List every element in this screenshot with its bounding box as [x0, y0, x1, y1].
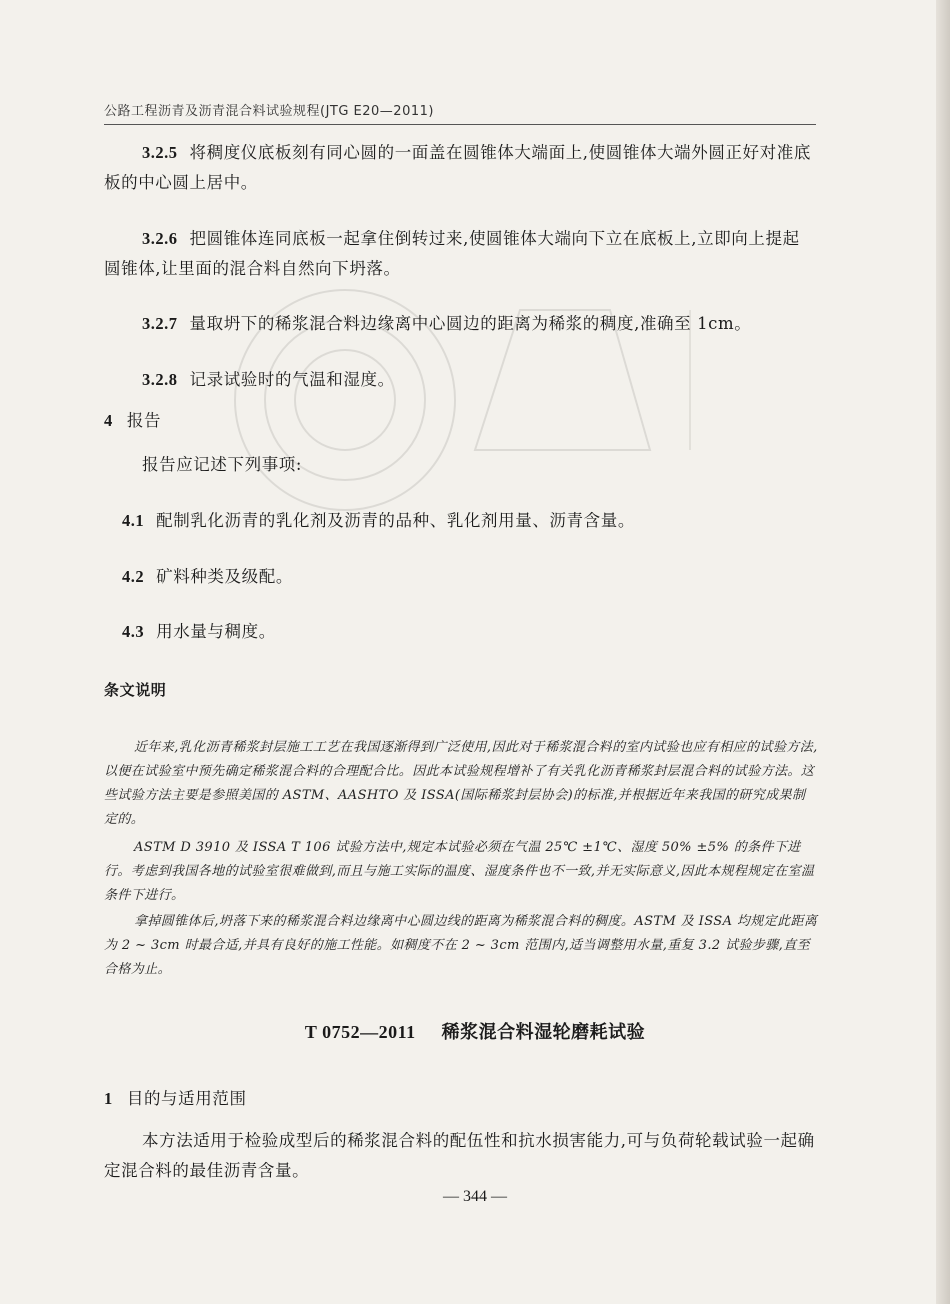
step-text: 记录试验时的气温和湿度。	[189, 370, 395, 389]
section-number: 4	[104, 411, 113, 430]
item-text: 矿料种类及级配。	[156, 567, 293, 586]
step-3-2-8	[104, 365, 816, 395]
section-scope-heading	[104, 1084, 816, 1114]
step-3-2-5	[104, 138, 816, 198]
step-text: 把圆锥体连同底板一起拿住倒转过来,使圆锥体大端向下立在底板上,立即向上提起圆锥体,让里面的混合料自然向下坍落。	[104, 229, 800, 278]
step-number: 3.2.6	[142, 229, 178, 248]
report-item-4-2	[104, 562, 816, 592]
item-number: 4.2	[122, 567, 145, 586]
commentary-paragraph-1: 近年来,乳化沥青稀浆封层施工工艺在我国逐渐得到广泛使用,因此对于稀浆混合料的室内试验也应有相应的试验方法,以便在试验室中预先确定稀浆混合料的合理配合比。因此本试验规程增补了有关乳化沥青稀浆封层混合料的试验方法。这些试验方法主要是参照美国的 ASTM、AASHTO 及 ISSA(国际稀浆封层协会)的标准,并根据近年来我国的研究成果制定的。	[104, 740, 818, 827]
scope-text: 本方法适用于检验成型后的稀浆混合料的配伍性和抗水损害能力,可与负荷轮载试验一起确定混合料的最佳沥青含量。	[104, 1131, 815, 1180]
step-text: 量取坍下的稀浆混合料边缘离中心圆边的距离为稀浆的稠度,准确至 1cm。	[189, 314, 752, 333]
page-edge-shadow	[936, 0, 950, 1304]
commentary-title: 条文说明	[104, 681, 167, 699]
step-number: 3.2.8	[142, 370, 178, 389]
running-header: 公路工程沥青及沥青混合料试验规程(JTG E20—2011)	[104, 104, 434, 119]
step-3-2-6	[104, 224, 816, 284]
section-number: 1	[104, 1089, 113, 1108]
page-number: — 344 —	[443, 1188, 507, 1205]
report-item-4-1	[104, 506, 816, 536]
section-title: 目的与适用范围	[126, 1089, 247, 1108]
report-intro: 报告应记述下列事项:	[142, 455, 303, 474]
report-item-4-3	[104, 617, 816, 647]
item-number: 4.3	[122, 622, 145, 641]
section-report-heading	[104, 406, 816, 436]
header-rule	[104, 124, 816, 125]
standard-title	[0, 1018, 950, 1044]
step-number: 3.2.7	[142, 314, 178, 333]
item-number: 4.1	[122, 511, 145, 530]
item-text: 配制乳化沥青的乳化剂及沥青的品种、乳化剂用量、沥青含量。	[156, 511, 635, 530]
step-text: 将稠度仪底板刻有同心圆的一面盖在圆锥体大端面上,使圆锥体大端外圆正好对准底板的中心圆上居中。	[104, 143, 811, 192]
commentary-paragraph-3: 拿掉圆锥体后,坍落下来的稀浆混合料边缘离中心圆边线的距离为稀浆混合料的稠度。ASTM 及 ISSA 均规定此距离为 2 ~ 3cm 时最合适,并具有良好的施工性能。如稠度不在 2 ~ 3cm 范围内,适当调整用水量,重复 3.2 试验步骤,直至合格为止。	[104, 914, 818, 977]
step-number: 3.2.5	[142, 143, 178, 162]
step-3-2-7	[104, 309, 816, 339]
item-text: 用水量与稠度。	[156, 622, 276, 641]
section-title: 报告	[126, 411, 162, 430]
standard-code: T 0752—2011	[304, 1022, 416, 1042]
standard-name: 稀浆混合料湿轮磨耗试验	[441, 1022, 646, 1043]
commentary-paragraph-2: ASTM D 3910 及 ISSA T 106 试验方法中,规定本试验必须在气温 25℃ ±1℃、湿度 50% ±5% 的条件下进行。考虑到我国各地的试验室很难做到,而且与施工实际的温度、湿度条件也不一致,并无实际意义,因此本规程规定在室温条件下进行。	[104, 840, 815, 903]
